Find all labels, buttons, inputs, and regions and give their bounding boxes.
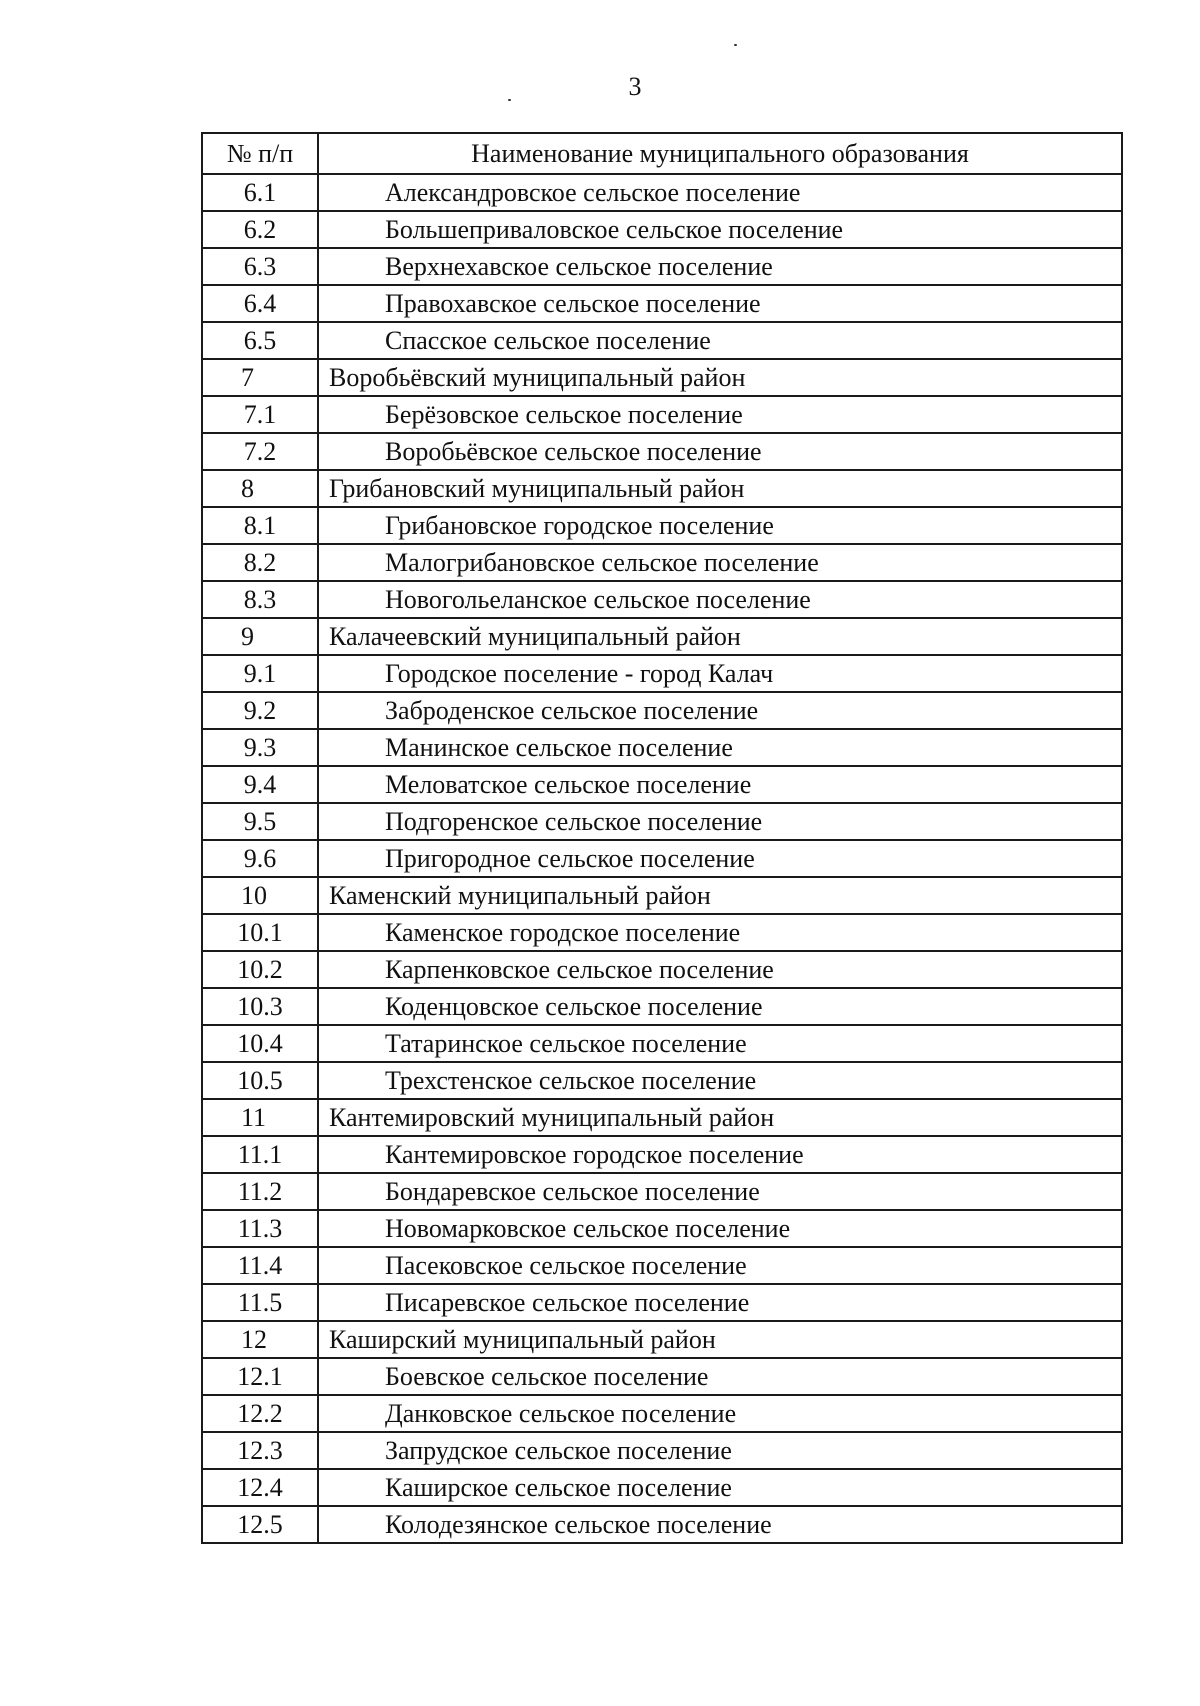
settlement-name: Александровское сельское поселение xyxy=(318,174,1122,211)
settlement-name: Большеприваловское сельское поселение xyxy=(318,211,1122,248)
row-number: 8 xyxy=(202,470,318,507)
settlement-name: Трехстенское сельское поселение xyxy=(318,1062,1122,1099)
settlement-row xyxy=(202,544,1122,581)
settlement-row xyxy=(202,433,1122,470)
row-number: 8.3 xyxy=(202,581,318,618)
settlement-name: Данковское сельское поселение xyxy=(318,1395,1122,1432)
district-name: Каширский муниципальный район xyxy=(318,1321,1122,1358)
settlement-name: Кантемировское городское поселение xyxy=(318,1136,1122,1173)
row-number: 11.5 xyxy=(202,1284,318,1321)
settlement-row xyxy=(202,655,1122,692)
settlement-row xyxy=(202,951,1122,988)
settlement-name: Грибановское городское поселение xyxy=(318,507,1122,544)
row-number: 9.4 xyxy=(202,766,318,803)
row-number: 12.3 xyxy=(202,1432,318,1469)
row-number: 6.4 xyxy=(202,285,318,322)
row-number: 10 xyxy=(202,877,318,914)
settlement-name: Воробьёвское сельское поселение xyxy=(318,433,1122,470)
row-number: 8.2 xyxy=(202,544,318,581)
settlement-name: Боевское сельское поселение xyxy=(318,1358,1122,1395)
header-number: № п/п xyxy=(202,133,318,174)
settlement-name: Татаринское сельское поселение xyxy=(318,1025,1122,1062)
district-name: Каменский муниципальный район xyxy=(318,877,1122,914)
row-number: 11.2 xyxy=(202,1173,318,1210)
row-number: 12.5 xyxy=(202,1506,318,1543)
row-number: 7 xyxy=(202,359,318,396)
settlement-row xyxy=(202,581,1122,618)
settlement-row xyxy=(202,507,1122,544)
settlement-name: Коденцовское сельское поселение xyxy=(318,988,1122,1025)
settlement-name: Писаревское сельское поселение xyxy=(318,1284,1122,1321)
row-number: 7.1 xyxy=(202,396,318,433)
row-number: 8.1 xyxy=(202,507,318,544)
settlement-name: Каширское сельское поселение xyxy=(318,1469,1122,1506)
district-row xyxy=(202,1321,1122,1358)
row-number: 9 xyxy=(202,618,318,655)
row-number: 6.2 xyxy=(202,211,318,248)
settlement-row xyxy=(202,1173,1122,1210)
settlement-row xyxy=(202,248,1122,285)
district-row xyxy=(202,877,1122,914)
row-number: 10.1 xyxy=(202,914,318,951)
settlement-row xyxy=(202,803,1122,840)
row-number: 9.3 xyxy=(202,729,318,766)
settlement-name: Пригородное сельское поселение xyxy=(318,840,1122,877)
settlement-name: Подгоренское сельское поселение xyxy=(318,803,1122,840)
settlement-row xyxy=(202,396,1122,433)
row-number: 9.2 xyxy=(202,692,318,729)
settlement-row xyxy=(202,1136,1122,1173)
row-number: 10.4 xyxy=(202,1025,318,1062)
row-number: 9.1 xyxy=(202,655,318,692)
table-header-row xyxy=(202,133,1122,174)
settlement-row xyxy=(202,1469,1122,1506)
settlement-name: Колодезянское сельское поселение xyxy=(318,1506,1122,1543)
settlement-name: Манинское сельское поселение xyxy=(318,729,1122,766)
row-number: 6.5 xyxy=(202,322,318,359)
settlement-row xyxy=(202,914,1122,951)
settlement-row xyxy=(202,692,1122,729)
row-number: 11.1 xyxy=(202,1136,318,1173)
row-number: 6.1 xyxy=(202,174,318,211)
settlement-row xyxy=(202,729,1122,766)
settlement-row xyxy=(202,766,1122,803)
district-name: Калачеевский муниципальный район xyxy=(318,618,1122,655)
settlement-row xyxy=(202,988,1122,1025)
settlement-name: Бондаревское сельское поселение xyxy=(318,1173,1122,1210)
scan-speck xyxy=(508,99,511,101)
settlement-name: Верхнехавское сельское поселение xyxy=(318,248,1122,285)
settlement-name: Меловатское сельское поселение xyxy=(318,766,1122,803)
row-number: 11 xyxy=(202,1099,318,1136)
district-name: Грибановский муниципальный район xyxy=(318,470,1122,507)
settlement-name: Правохавское сельское поселение xyxy=(318,285,1122,322)
settlement-name: Берёзовское сельское поселение xyxy=(318,396,1122,433)
row-number: 7.2 xyxy=(202,433,318,470)
row-number: 11.3 xyxy=(202,1210,318,1247)
settlement-name: Спасское сельское поселение xyxy=(318,322,1122,359)
district-row xyxy=(202,359,1122,396)
settlement-row xyxy=(202,322,1122,359)
row-number: 12.4 xyxy=(202,1469,318,1506)
row-number: 10.2 xyxy=(202,951,318,988)
district-row xyxy=(202,1099,1122,1136)
settlement-name: Малогрибановское сельское поселение xyxy=(318,544,1122,581)
settlement-row xyxy=(202,1025,1122,1062)
district-name: Кантемировский муниципальный район xyxy=(318,1099,1122,1136)
settlement-row xyxy=(202,1506,1122,1543)
municipalities-table xyxy=(201,132,1123,1544)
settlement-row xyxy=(202,285,1122,322)
settlement-row xyxy=(202,1062,1122,1099)
settlement-row xyxy=(202,1247,1122,1284)
settlement-row xyxy=(202,1358,1122,1395)
settlement-name: Карпенковское сельское поселение xyxy=(318,951,1122,988)
settlement-row xyxy=(202,840,1122,877)
settlement-row xyxy=(202,1210,1122,1247)
settlement-name: Запрудское сельское поселение xyxy=(318,1432,1122,1469)
settlement-name: Новогольеланское сельское поселение xyxy=(318,581,1122,618)
row-number: 11.4 xyxy=(202,1247,318,1284)
scan-speck xyxy=(734,44,737,46)
row-number: 10.5 xyxy=(202,1062,318,1099)
row-number: 10.3 xyxy=(202,988,318,1025)
district-row xyxy=(202,470,1122,507)
row-number: 9.5 xyxy=(202,803,318,840)
page-number: 3 xyxy=(628,72,642,101)
table-body xyxy=(202,174,1122,1543)
settlement-name: Пасековское сельское поселение xyxy=(318,1247,1122,1284)
row-number: 9.6 xyxy=(202,840,318,877)
settlement-row xyxy=(202,211,1122,248)
settlement-row xyxy=(202,1395,1122,1432)
district-name: Воробьёвский муниципальный район xyxy=(318,359,1122,396)
header-name: Наименование муниципального образования xyxy=(318,133,1122,174)
settlement-name: Заброденское сельское поселение xyxy=(318,692,1122,729)
row-number: 12.1 xyxy=(202,1358,318,1395)
settlement-row xyxy=(202,1432,1122,1469)
settlement-name: Каменское городское поселение xyxy=(318,914,1122,951)
settlement-row xyxy=(202,1284,1122,1321)
settlement-row xyxy=(202,174,1122,211)
settlement-name: Новомарковское сельское поселение xyxy=(318,1210,1122,1247)
row-number: 12 xyxy=(202,1321,318,1358)
row-number: 12.2 xyxy=(202,1395,318,1432)
settlement-name: Городское поселение - город Калач xyxy=(318,655,1122,692)
district-row xyxy=(202,618,1122,655)
row-number: 6.3 xyxy=(202,248,318,285)
